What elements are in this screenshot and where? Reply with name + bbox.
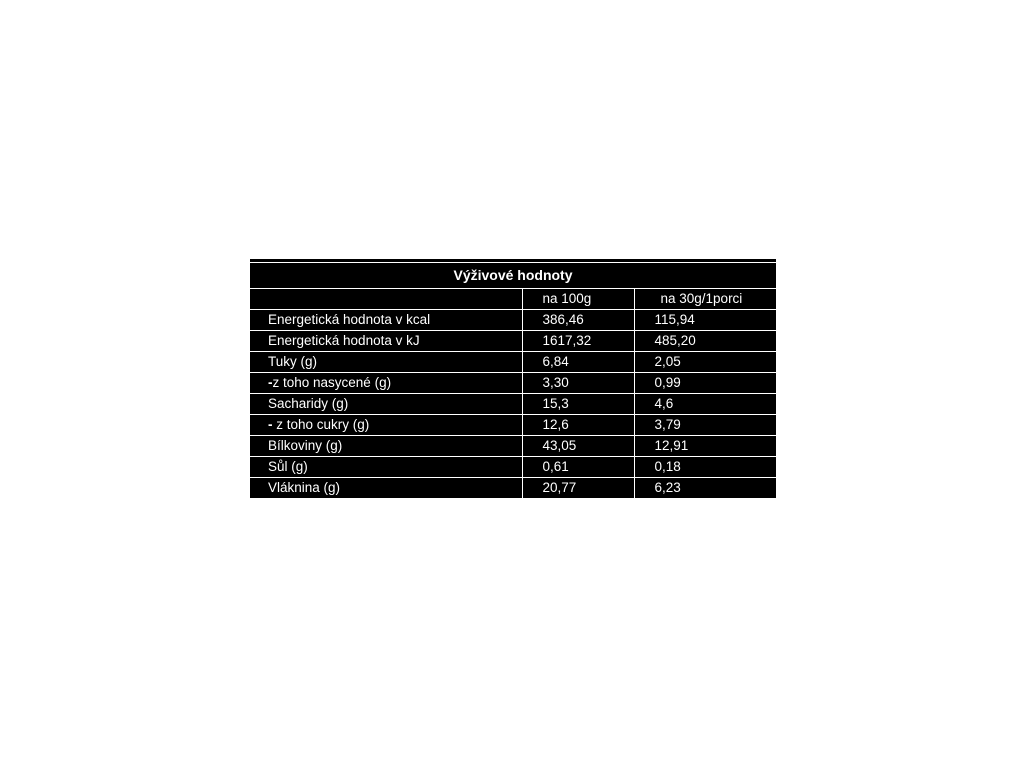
table-row bbox=[250, 331, 776, 352]
table-row bbox=[250, 478, 776, 499]
row-label: Bílkoviny (g) bbox=[250, 436, 522, 457]
row-label: Energetická hodnota v kcal bbox=[250, 310, 522, 331]
table-row bbox=[250, 457, 776, 478]
row-value-per-100g: 12,6 bbox=[522, 415, 634, 436]
table-row bbox=[250, 415, 776, 436]
row-value-per-portion: 6,23 bbox=[634, 478, 776, 499]
row-value-per-100g: 3,30 bbox=[522, 373, 634, 394]
row-label: Vláknina (g) bbox=[250, 478, 522, 499]
sub-item-dash: - bbox=[268, 375, 273, 390]
row-label: Energetická hodnota v kJ bbox=[250, 331, 522, 352]
row-value-per-100g: 20,77 bbox=[522, 478, 634, 499]
row-value-per-portion: 0,18 bbox=[634, 457, 776, 478]
row-label: Tuky (g) bbox=[250, 352, 522, 373]
table-row bbox=[250, 373, 776, 394]
row-value-per-100g: 386,46 bbox=[522, 310, 634, 331]
row-value-per-100g: 6,84 bbox=[522, 352, 634, 373]
row-value-per-portion: 2,05 bbox=[634, 352, 776, 373]
row-value-per-portion: 0,99 bbox=[634, 373, 776, 394]
header-per-portion: na 30g/1porci bbox=[634, 289, 776, 310]
row-label-text: z toho nasycené (g) bbox=[272, 375, 392, 390]
table-row bbox=[250, 310, 776, 331]
row-value-per-100g: 43,05 bbox=[522, 436, 634, 457]
row-label: Sacharidy (g) bbox=[250, 394, 522, 415]
row-value-per-100g: 15,3 bbox=[522, 394, 634, 415]
table-title: Výživové hodnoty bbox=[250, 263, 776, 289]
sub-item-dash: - bbox=[268, 417, 277, 432]
row-value-per-100g: 0,61 bbox=[522, 457, 634, 478]
row-value-per-portion: 12,91 bbox=[634, 436, 776, 457]
row-value-per-100g: 1617,32 bbox=[522, 331, 634, 352]
row-label-sub bbox=[250, 373, 522, 394]
table-top-rule bbox=[250, 259, 776, 262]
row-label-sub bbox=[250, 415, 522, 436]
nutrition-table bbox=[250, 263, 776, 498]
row-value-per-portion: 485,20 bbox=[634, 331, 776, 352]
header-per-100g: na 100g bbox=[522, 289, 634, 310]
row-value-per-portion: 115,94 bbox=[634, 310, 776, 331]
row-value-per-portion: 3,79 bbox=[634, 415, 776, 436]
row-label-text: z toho cukry (g) bbox=[276, 417, 370, 432]
row-value-per-portion: 4,6 bbox=[634, 394, 776, 415]
table-header-row bbox=[250, 289, 776, 310]
table-row bbox=[250, 436, 776, 457]
table-title-row bbox=[250, 263, 776, 289]
row-label: Sůl (g) bbox=[250, 457, 522, 478]
table-row bbox=[250, 394, 776, 415]
header-empty-cell bbox=[250, 289, 522, 310]
table-row bbox=[250, 352, 776, 373]
